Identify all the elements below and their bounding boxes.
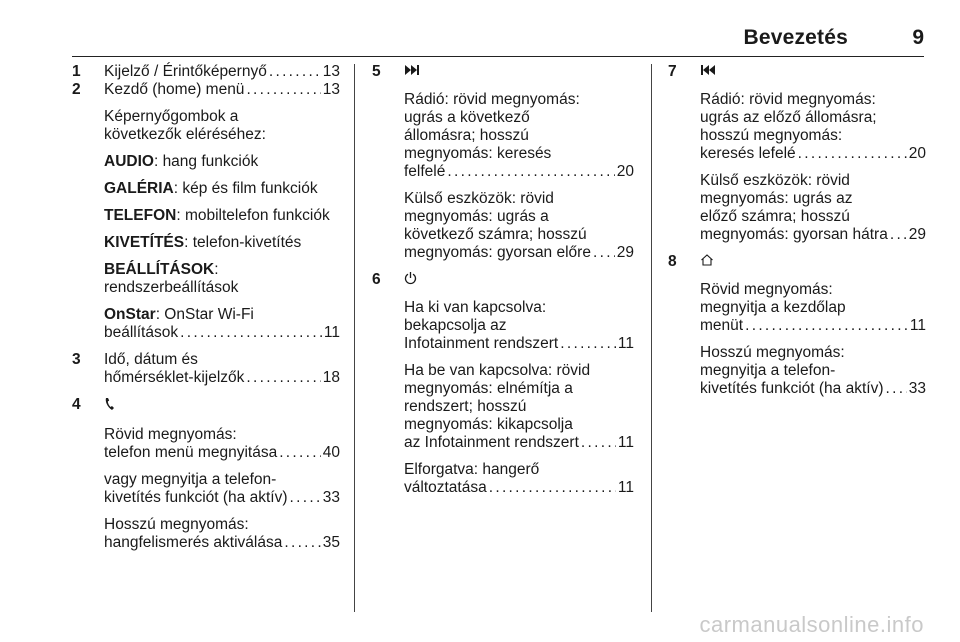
page-ref: 35 — [322, 534, 340, 551]
list-item-5: 5 Rádió: rövid megnyomás: ugrás a következő állomásra; hosszú megnyomás: keresés felfelé . . . 20 Külső eszközök: rövid megnyomás: ugrás a következő számra; hosszú megnyomás: gyorsan előre . . . 29 — [372, 63, 634, 262]
column-divider — [354, 64, 355, 612]
screen-buttons-text: Képernyőgombok a következők eléréséhez: — [104, 108, 266, 143]
page-ref: 20 — [908, 145, 926, 162]
list-item-3: 3 Idő, dátum és hőmérséklet-kijelzők . . . 18 — [72, 351, 340, 387]
page-ref: 29 — [616, 244, 634, 261]
item-number: 4 — [72, 396, 81, 413]
page-ref: 11 — [617, 434, 634, 451]
page-ref: 11 — [617, 335, 634, 352]
list-item-1 — [72, 63, 340, 81]
item-number: 5 — [372, 63, 381, 80]
page-ref: 18 — [322, 369, 340, 386]
onstar-entry: OnStar: OnStar Wi-Fi beállítások . . . 11 — [104, 306, 340, 342]
item-number: 7 — [668, 63, 677, 80]
power-icon — [404, 271, 417, 289]
list-item-4: 4 Rövid megnyomás: telefon menü megnyitása . . . 40 vagy megnyitja a telefon- kivetítés funkciót (ha aktív) . . . 33 Hosszú megnyomás: hangfelismerés aktiválása . . . 35 — [72, 396, 340, 552]
page-number: 9 — [912, 26, 924, 49]
page-ref: 33 — [322, 489, 340, 506]
page-ref: 13 — [322, 63, 340, 80]
watermark: carmanualsonline.info — [699, 612, 924, 637]
page-ref: 33 — [908, 380, 926, 397]
page-ref: 11 — [617, 479, 634, 496]
list-item-6: 6 Ha ki van kapcsolva: bekapcsolja az Infotainment rendszert . . . 11 Ha be van kapcsolva: rövid megnyomás: elnémítja a rendszert; hosszú megnyomás: kikapcsolja az Infotainment rendszert . . . 11 Elforgatva: hangerő változtatása . . . 11 — [372, 271, 634, 497]
list-item-7: 7 Rádió: rövid megnyomás: ugrás az előző állomásra; hosszú megnyomás: keresés lefelé . . . 20 Külső eszközök: rövid megnyomás: ugrás az előző számra; hosszú megnyomás: gyorsan hátra . . . 29 — [668, 63, 926, 244]
page-ref: 20 — [616, 163, 634, 180]
item-number: 6 — [372, 271, 381, 288]
galeria-entry: GALÉRIA: kép és film funkciók — [104, 180, 318, 197]
item-text: Kezdő (home) menü — [104, 81, 245, 98]
phone-icon — [104, 396, 116, 414]
home-icon — [700, 253, 714, 271]
item-number: 2 — [72, 81, 81, 98]
page-header — [0, 0, 960, 56]
telefon-entry: TELEFON: mobiltelefon funkciók — [104, 207, 330, 224]
item-number: 8 — [668, 253, 677, 270]
audio-entry: AUDIO: hang funkciók — [104, 153, 259, 170]
previous-track-icon — [700, 63, 716, 81]
page-ref: 11 — [323, 324, 340, 341]
item-text: Kijelző / Érintőképernyő — [104, 63, 267, 80]
list-item-2 — [72, 81, 340, 342]
item-number: 3 — [72, 351, 81, 368]
column-divider — [651, 64, 652, 612]
page-ref: 11 — [909, 317, 926, 334]
page-ref: 40 — [322, 444, 340, 461]
item-number: 1 — [72, 63, 81, 80]
next-track-icon — [404, 63, 420, 81]
column-1 — [72, 63, 340, 561]
kivetites-entry: KIVETÍTÉS: telefon-kivetítés — [104, 234, 302, 251]
list-item-8: 8 Rövid megnyomás: megnyitja a kezdőlap menüt . . . 11 Hosszú megnyomás: megnyitja a telefon- kivetítés funkciót (ha aktív) . . . 33 — [668, 253, 926, 398]
column-2 — [372, 63, 634, 506]
page-ref: 29 — [908, 226, 926, 243]
column-3 — [668, 63, 926, 407]
page-title: Bevezetés — [743, 26, 848, 49]
page-ref: 13 — [322, 81, 340, 98]
beallitasok-entry: BEÁLLÍTÁSOK: rendszerbeállítások — [104, 261, 239, 296]
header-rule — [72, 56, 924, 57]
